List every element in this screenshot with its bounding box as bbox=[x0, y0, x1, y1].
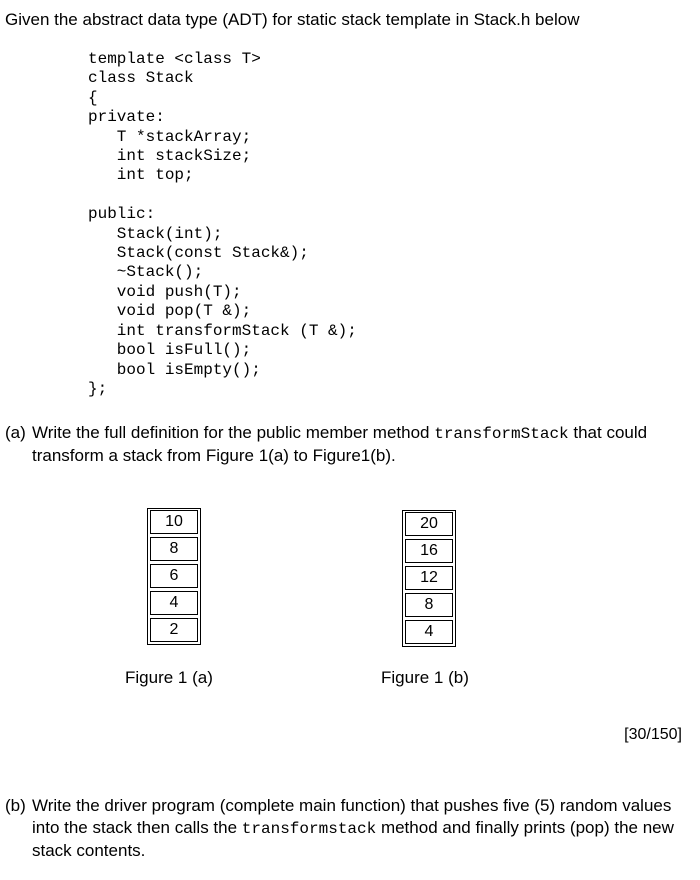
method-name: transformStack bbox=[434, 425, 569, 443]
figure-a-caption: Figure 1 (a) bbox=[125, 668, 213, 687]
stack-cell: 8 bbox=[405, 593, 453, 617]
stack-cell: 2 bbox=[150, 618, 198, 642]
code-line: void push(T); bbox=[88, 282, 242, 301]
stack-figure-b bbox=[402, 510, 456, 647]
question-a-label: (a) bbox=[5, 423, 26, 442]
code-line: template <class T> bbox=[88, 50, 261, 68]
question-a-text: Write the full definition for the public member method transformStack that could transform a stack from Figure 1(a) to Figure1(b). bbox=[32, 423, 648, 465]
stack-cell: 10 bbox=[150, 510, 198, 534]
code-line: bool isFull(); bbox=[88, 341, 252, 360]
code-line: void pop(T &); bbox=[88, 302, 252, 321]
code-line: T *stackArray; bbox=[88, 127, 252, 146]
code-line: }; bbox=[88, 379, 108, 398]
code-block bbox=[88, 50, 357, 399]
stack-figure-a bbox=[147, 508, 201, 645]
stack-cell: 4 bbox=[150, 591, 198, 615]
question-b-label: (b) bbox=[5, 796, 26, 815]
question-b bbox=[5, 795, 687, 862]
question-b-text: Write the driver program (complete main function) that pushes five (5) random values into the stack then calls the transformstack method and finally prints (pop) the new stack contents. bbox=[32, 796, 674, 860]
stack-cell: 6 bbox=[150, 564, 198, 588]
code-line: int top; bbox=[88, 166, 194, 185]
code-line: int stackSize; bbox=[88, 147, 252, 166]
intro-text: Given the abstract data type (ADT) for static stack template in Stack.h below bbox=[5, 10, 580, 29]
code-line: private: bbox=[88, 108, 165, 127]
stack-cell: 12 bbox=[405, 566, 453, 590]
stack-cell: 4 bbox=[405, 620, 453, 644]
code-line: class Stack bbox=[88, 69, 194, 88]
code-line: ~Stack(); bbox=[88, 263, 204, 282]
code-line: public: bbox=[88, 205, 156, 224]
code-line: bool isEmpty(); bbox=[88, 360, 261, 379]
question-a bbox=[5, 422, 687, 467]
stack-cell: 16 bbox=[405, 539, 453, 563]
code-line: { bbox=[88, 88, 98, 107]
code-line: Stack(int); bbox=[88, 224, 223, 243]
code-line: int transformStack (T &); bbox=[88, 321, 357, 340]
code-line: Stack(const Stack&); bbox=[88, 244, 309, 263]
figure-b-caption: Figure 1 (b) bbox=[381, 668, 469, 687]
method-name: transformstack bbox=[241, 820, 377, 838]
marks-label: [30/150] bbox=[624, 726, 682, 743]
stack-cell: 20 bbox=[405, 512, 453, 536]
stack-cell: 8 bbox=[150, 537, 198, 561]
